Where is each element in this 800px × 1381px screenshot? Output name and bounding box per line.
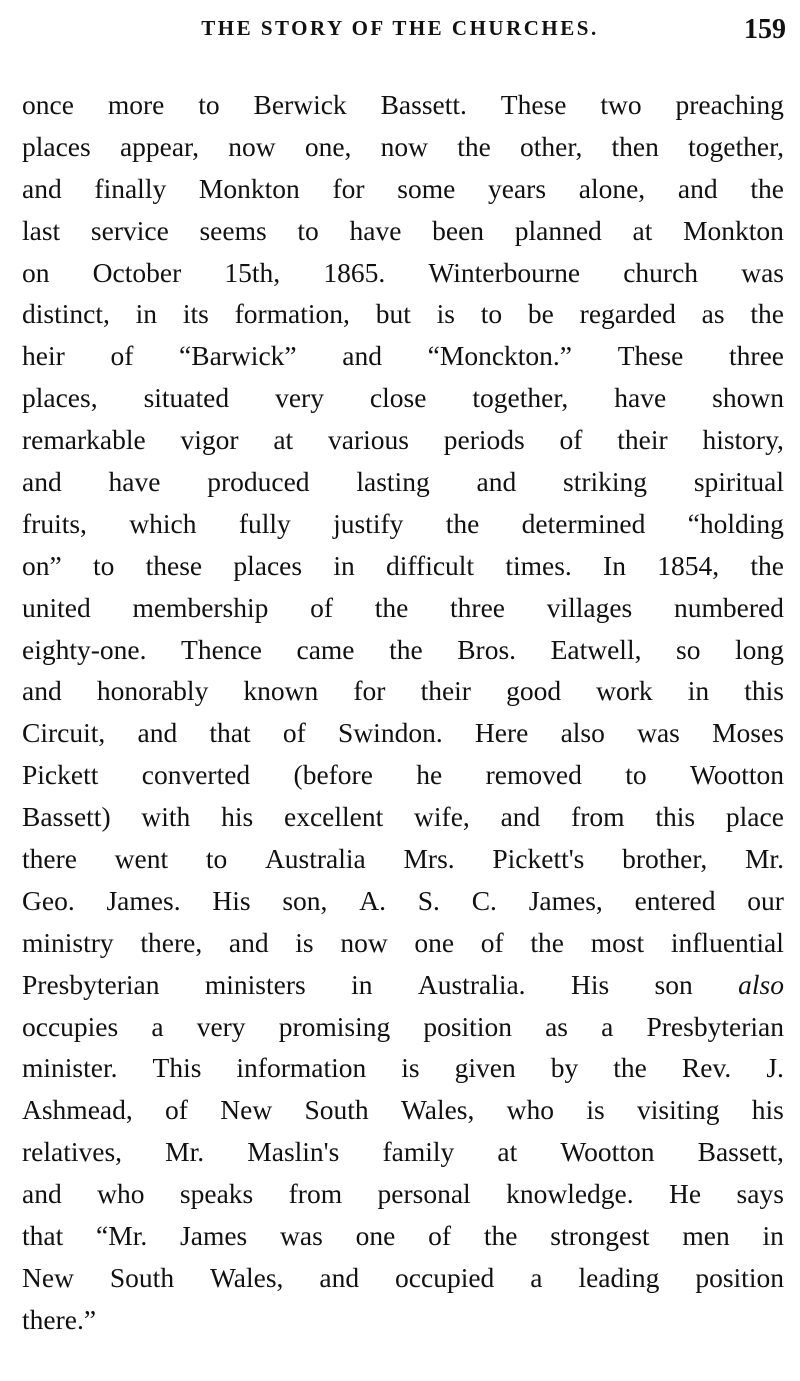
text-line: fruits, which fully justify the determined “holding: [22, 507, 784, 539]
text-line: occupies a very promising position as a Presbyterian: [22, 1010, 784, 1042]
text-line: united membership of the three villages numbered: [22, 591, 784, 623]
text-line: last service seems to have been planned at Monkton: [22, 214, 784, 246]
text-line: and who speaks from personal knowledge. He says: [22, 1178, 784, 1210]
text-line: Circuit, and that of Swindon. Here also was Moses: [22, 717, 784, 749]
text-line: distinct, in its formation, but is to be regarded as the: [22, 298, 784, 330]
text-line: relatives, Mr. Maslin's family at Wootton Bassett,: [22, 1136, 784, 1168]
text-line: on” to these places in difficult times. In 1854, the: [22, 549, 784, 581]
text-line: once more to Berwick Bassett. These two preaching: [22, 89, 784, 120]
text-line: there went to Australia Mrs. Pickett's brother, Mr.: [22, 843, 784, 875]
page-number: 159: [744, 14, 786, 45]
text-line: Bassett) with his excellent wife, and from this place: [22, 801, 784, 833]
text-line: New South Wales, and occupied a leading position: [22, 1261, 784, 1293]
running-title: THE STORY OF THE CHURCHES.: [201, 16, 599, 40]
text-line: and have produced lasting and striking spiritual: [22, 466, 784, 498]
text-line: ministry there, and is now one of the most influential: [22, 926, 784, 958]
text-line: and finally Monkton for some years alone, and the: [22, 172, 784, 204]
text-line: Presbyterian ministers in Australia. His son also: [22, 968, 784, 1000]
text-line: minister. This information is given by the Rev. J.: [22, 1052, 784, 1084]
body-text: [22, 84, 784, 1341]
text-line: and honorably known for their good work in this: [22, 675, 784, 707]
text-line: that “Mr. James was one of the strongest men in: [22, 1220, 784, 1252]
text-line: there.”: [22, 1303, 97, 1335]
text-line: heir of “Barwick” and “Monckton.” These three: [22, 340, 784, 372]
text-line: Geo. James. His son, A. S. C. James, entered our: [22, 884, 784, 916]
text-line: Ashmead, of New South Wales, who is visiting his: [22, 1094, 784, 1126]
running-head: [0, 12, 800, 52]
text-line: remarkable vigor at various periods of their history,: [22, 424, 784, 456]
text-line: Pickett converted (before he removed to Wootton: [22, 759, 784, 791]
text-line: eighty-one. Thence came the Bros. Eatwell, so long: [22, 633, 784, 665]
text-line: places, situated very close together, have shown: [22, 382, 784, 414]
text-line: places appear, now one, now the other, then together,: [22, 130, 784, 162]
text-line: on October 15th, 1865. Winterbourne church was: [22, 256, 784, 288]
